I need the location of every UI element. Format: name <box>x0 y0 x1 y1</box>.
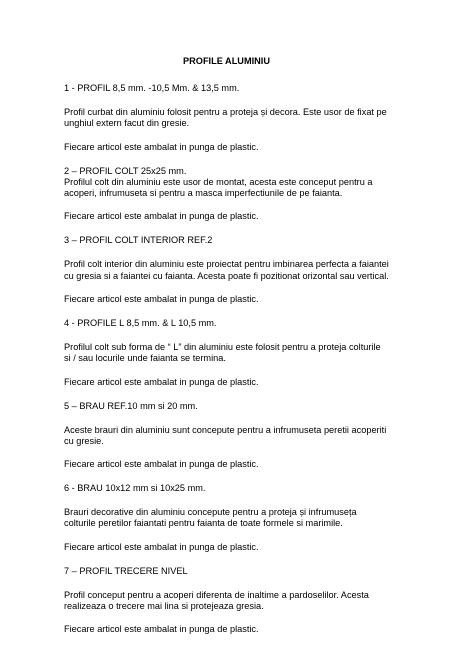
text-line: 4 - PROFILE L 8,5 mm. & L 10,5 mm. <box>64 317 217 328</box>
paragraph <box>64 235 404 246</box>
text-line: 3 – PROFIL COLT INTERIOR REF.2 <box>64 235 213 246</box>
text-line: realizeaza o trecere mai lina si protejeaza gresia. <box>64 600 264 611</box>
text-line: cu gresie. <box>64 435 104 446</box>
paragraph <box>64 483 404 494</box>
paragraph <box>64 294 404 305</box>
paragraph <box>64 459 404 470</box>
text-line: Fiecare articol este ambalat in punga de plastic. <box>64 376 259 387</box>
text-line: Profilul colt sub forma de “ L” din aluminiu este folosit pentru a proteja colturile <box>64 341 381 352</box>
text-line: Profilul colt din aluminiu este usor de montat, acesta este conceput pentru a <box>64 176 373 187</box>
paragraph <box>64 377 404 388</box>
paragraph <box>64 401 404 412</box>
text-line: colturile peretilor faiantati pentru faianta de toate formele si marimile. <box>64 518 343 529</box>
document-body <box>64 83 404 648</box>
paragraph <box>64 590 404 612</box>
paragraph <box>64 142 404 153</box>
text-line: Profil conceput pentru a acoperi diferenta de inaltime a pardoselilor. Acesta <box>64 589 369 600</box>
text-line: 5 – BRAU REF.10 mm si 20 mm. <box>64 400 198 411</box>
text-line: acoperi, infrumuseta si pentru a masca imperfectiunile de pe faianta. <box>64 188 343 198</box>
page-title: PROFILE ALUMINIU <box>183 56 270 66</box>
text-line: Profil curbat din aluminiu folosit pentru a proteja și decora. Este usor de fixat pe <box>64 107 387 117</box>
paragraph <box>64 342 404 364</box>
paragraph <box>64 318 404 329</box>
text-line: Fiecare articol este ambalat in punga de plastic. <box>64 624 259 635</box>
text-line: cu gresia si a faiantei cu faianta. Acesta poate fi pozitionat orizontal sau vertical. <box>64 270 389 281</box>
text-line: Fiecare articol este ambalat in punga de plastic. <box>64 211 259 222</box>
paragraph <box>64 624 404 635</box>
text-line: unghiul extern facut din gresie. <box>64 118 190 129</box>
text-line: Aceste brauri din aluminiu sunt concepute pentru a infrumuseta peretii acoperiti <box>64 424 387 435</box>
paragraph <box>64 83 404 94</box>
paragraph <box>64 107 404 129</box>
paragraph <box>64 425 404 447</box>
text-line: Fiecare articol este ambalat in punga de plastic. <box>64 459 259 470</box>
paragraph <box>64 166 404 200</box>
paragraph <box>64 211 404 222</box>
text-line: Fiecare articol este ambalat in punga de plastic. <box>64 141 259 152</box>
text-line: 6 - BRAU 10x12 mm si 10x25 mm. <box>64 483 206 494</box>
text-line: 7 – PROFIL TRECERE NIVEL <box>64 565 188 576</box>
text-line: Fiecare articol este ambalat in punga de plastic. <box>64 541 259 552</box>
paragraph <box>64 542 404 553</box>
text-line: Fiecare articol este ambalat in punga de plastic. <box>64 293 259 304</box>
text-line: 2 – PROFIL COLT 25x25 mm. <box>64 165 187 176</box>
text-line: 1 - PROFIL 8,5 mm. -10,5 Mm. & 13,5 mm. <box>64 83 240 93</box>
text-line: Profil colt interior din aluminiu este proiectat pentru imbinarea perfecta a faiantei <box>64 259 389 270</box>
text-line: Brauri decorative din aluminiu concepute pentru a proteja și infrumuseța <box>64 507 357 518</box>
paragraph <box>64 259 404 281</box>
paragraph <box>64 507 404 529</box>
paragraph <box>64 566 404 577</box>
text-line: si / sau locurile unde faianta se termina. <box>64 353 226 364</box>
